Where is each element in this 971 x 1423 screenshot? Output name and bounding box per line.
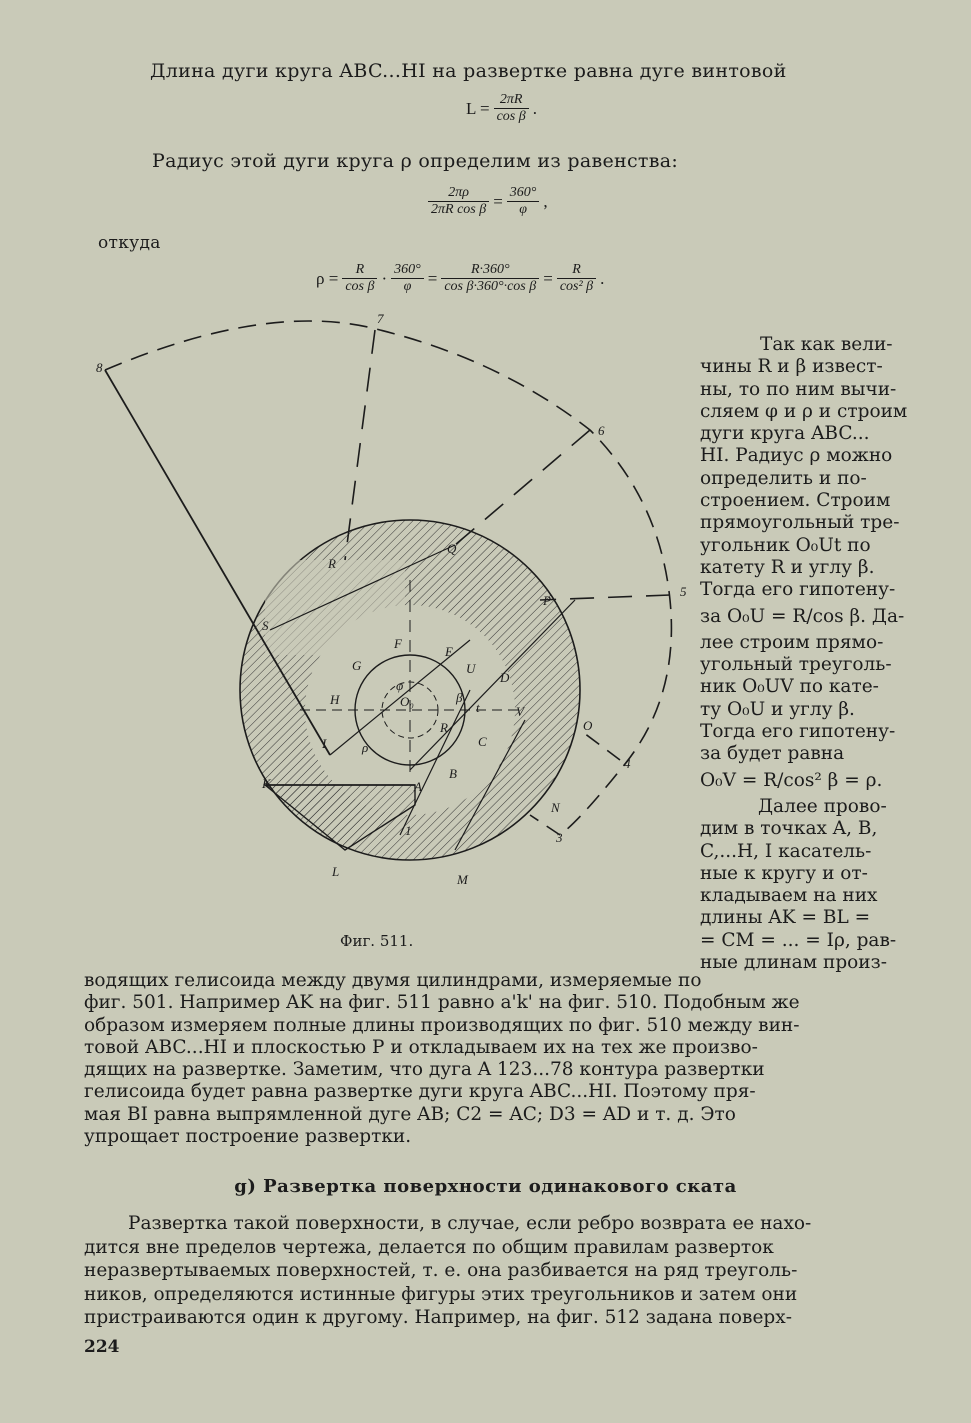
side-line: длины AK = BL =: [700, 907, 871, 929]
eq-num2: 360°: [507, 185, 540, 202]
label-rho: ρ: [362, 740, 369, 755]
paragraph-line: товой ABC...HI и плоскостью P и откладываем их на тех же произво-: [84, 1036, 758, 1058]
figure-caption: Фиг. 511.: [340, 932, 414, 950]
page-number: 224: [84, 1337, 120, 1357]
formula-L-lhs: L =: [466, 98, 490, 118]
label-B: B: [449, 766, 457, 781]
formula-equality: $\frac{2\pi\rho}{\text{2πR cos β}}$ = $\frac{360^\circ}{\varphi}$ ,: [428, 185, 552, 218]
side-line: прямоугольный тре-: [700, 512, 900, 534]
paragraph-development: [84, 1212, 916, 1330]
label-C: C: [478, 734, 487, 749]
label-1: 1: [405, 823, 412, 838]
label-3: 3: [556, 830, 563, 845]
label-L: L: [332, 864, 340, 879]
rho-f2-num: 360°: [391, 262, 424, 279]
label-P: P: [543, 593, 551, 608]
paragraph-line: дится вне пределов чертежа, делается по общим правилам разверток: [84, 1236, 774, 1258]
label-I: I: [322, 736, 327, 751]
label-A: A: [414, 779, 422, 794]
label-F: F: [394, 636, 402, 651]
label-r: R: [440, 720, 448, 735]
side-line: Тогда его гипотену-: [700, 721, 896, 743]
side-line: ник O₀UV по кате-: [700, 676, 879, 698]
label-6: 6: [598, 423, 605, 438]
label-7: 7: [377, 311, 384, 326]
paragraph-helicoid: [84, 970, 916, 1148]
side-line: угольный треуголь-: [700, 654, 892, 676]
eq-den2: φ: [519, 202, 527, 217]
side-line: кладываем на них: [700, 885, 878, 907]
side-line: ные длинам произ-: [700, 952, 887, 974]
rho-f1-num: R: [342, 262, 377, 279]
rho-f4-den: cos² β: [559, 279, 594, 294]
label-U: U: [466, 661, 476, 676]
label-4: 4: [624, 756, 631, 771]
side-line: C,...H, I касатель-: [700, 840, 872, 862]
paragraph-line: образом измеряем полные длины производящих по фиг. 510 между вин-: [84, 1014, 800, 1036]
label-t: t: [476, 700, 480, 715]
label-S: S: [262, 618, 269, 633]
side-line: угольник O₀Ut по: [700, 534, 871, 556]
label-V: V: [516, 704, 524, 719]
side-line: чины R и β извест-: [700, 356, 883, 378]
rho-f3-num: R·360°: [441, 262, 539, 279]
paragraph-line: мая BI равна выпрямленной дуге AB; C2 = AC; D3 = AD и т. д. Это: [84, 1103, 736, 1125]
label-M: M: [457, 872, 468, 887]
radial-5: [540, 595, 670, 600]
side-line: строением. Строим: [700, 490, 891, 512]
side-column-text: [700, 334, 922, 974]
formula-L-num: 2πR: [494, 92, 529, 109]
label-8: 8: [96, 360, 103, 375]
rho-f1-den: cos β: [345, 279, 375, 294]
radial-6: [455, 430, 590, 545]
side-line: лее строим прямо-: [700, 631, 884, 653]
label-N: N: [551, 800, 560, 815]
rho-f2-den: φ: [403, 279, 412, 294]
formula-arc-length: L = $\frac{2\pi R}{\text{cos β}}$ .: [466, 92, 537, 124]
formula-L-den: cos β: [496, 109, 526, 124]
label-D: D: [500, 670, 510, 685]
label-O0: O₀: [400, 694, 414, 709]
side-line: за будет равна: [700, 743, 845, 765]
section-heading: g) Развертка поверхности одинакового ската: [234, 1176, 737, 1197]
side-line: O₀V = R/cos² β = ρ.: [700, 769, 883, 791]
paragraph-line: Развертка такой поверхности, в случае, если ребро возврата ее нахо-: [128, 1213, 812, 1234]
label-Q: Q: [447, 541, 457, 556]
side-line: Тогда его гипотену-: [700, 579, 896, 601]
radial-4: [580, 730, 620, 760]
side-line: = CM = ... = Iρ, рав-: [700, 929, 897, 951]
figure-511-drawing: [80, 300, 700, 920]
formula-rho: ρ = $\frac{R}{\text{cos β}}$ · $\frac{360^\circ}{\varphi}$ = $\frac{R\cdot 360^\circ}{\text{cos β·360°·cos β}}$ = $\frac{R}{\text{cos² β}}$ .: [316, 262, 605, 294]
rho-f3-den: cos β·360°·cos β: [444, 279, 537, 294]
label-E: E: [445, 644, 453, 659]
paragraph-line: пристраиваются один к другому. Например, на фиг. 512 задана поверх-: [84, 1307, 792, 1328]
side-line: Так как вели-: [760, 334, 893, 355]
rho-f4-num: R: [557, 262, 596, 279]
eq-den1: 2πR cos β: [431, 202, 487, 217]
label-beta: β: [456, 690, 463, 705]
label-phi: φ: [396, 678, 404, 693]
paragraph-line: упрощает построение развертки.: [84, 1126, 412, 1148]
side-line: определить и по-: [700, 467, 867, 489]
intro-line-2: Радиус этой дуги круга ρ определим из равенства:: [152, 150, 679, 172]
paragraph-line: водящих гелисоида между двумя цилиндрами, измеряемые по: [84, 970, 702, 991]
eq-num1: 2πρ: [428, 185, 489, 202]
side-line: сляем φ и ρ и строим: [700, 400, 908, 422]
side-line: ны, то по ним вычи-: [700, 378, 897, 400]
label-5: 5: [680, 584, 687, 599]
paragraph-line: ников, определяются истинные фигуры этих треугольников и затем они: [84, 1283, 798, 1305]
side-line: ту O₀U и углу β.: [700, 698, 855, 720]
paragraph-line: неразвертываемых поверхностей, т. е. она разбивается на ряд треуголь-: [84, 1260, 798, 1281]
side-line: HI. Радиус ρ можно: [700, 445, 893, 467]
intro-line-1: Длина дуги круга ABC...HI на развертке равна дуге винтовой: [150, 60, 787, 82]
paragraph-line: дящих на развертке. Заметим, что дуга A 123...78 контура развертки: [84, 1059, 765, 1081]
label-K: K: [262, 776, 271, 791]
label-R: R: [328, 556, 336, 571]
side-line: за O₀U = R/cos β. Да-: [700, 605, 905, 627]
side-line: катету R и углу β.: [700, 556, 875, 578]
side-line: Далее прово-: [758, 795, 887, 817]
side-line: дуги круга ABC...: [700, 423, 870, 445]
side-line: дим в точках A, B,: [700, 818, 878, 840]
label-H: H: [330, 692, 340, 707]
rho-lhs: ρ =: [316, 268, 339, 288]
paragraph-line: фиг. 501. Например AK на фиг. 511 равно a'k' на фиг. 510. Подобным же: [84, 992, 800, 1014]
label-G: G: [352, 658, 362, 673]
side-line: ные к кругу и от-: [700, 862, 868, 884]
paragraph-line: гелисоида будет равна развертке дуги круга ABC...HI. Поэтому пря-: [84, 1081, 756, 1103]
label-O: O: [583, 718, 593, 733]
otkuda-word: откуда: [98, 233, 161, 253]
